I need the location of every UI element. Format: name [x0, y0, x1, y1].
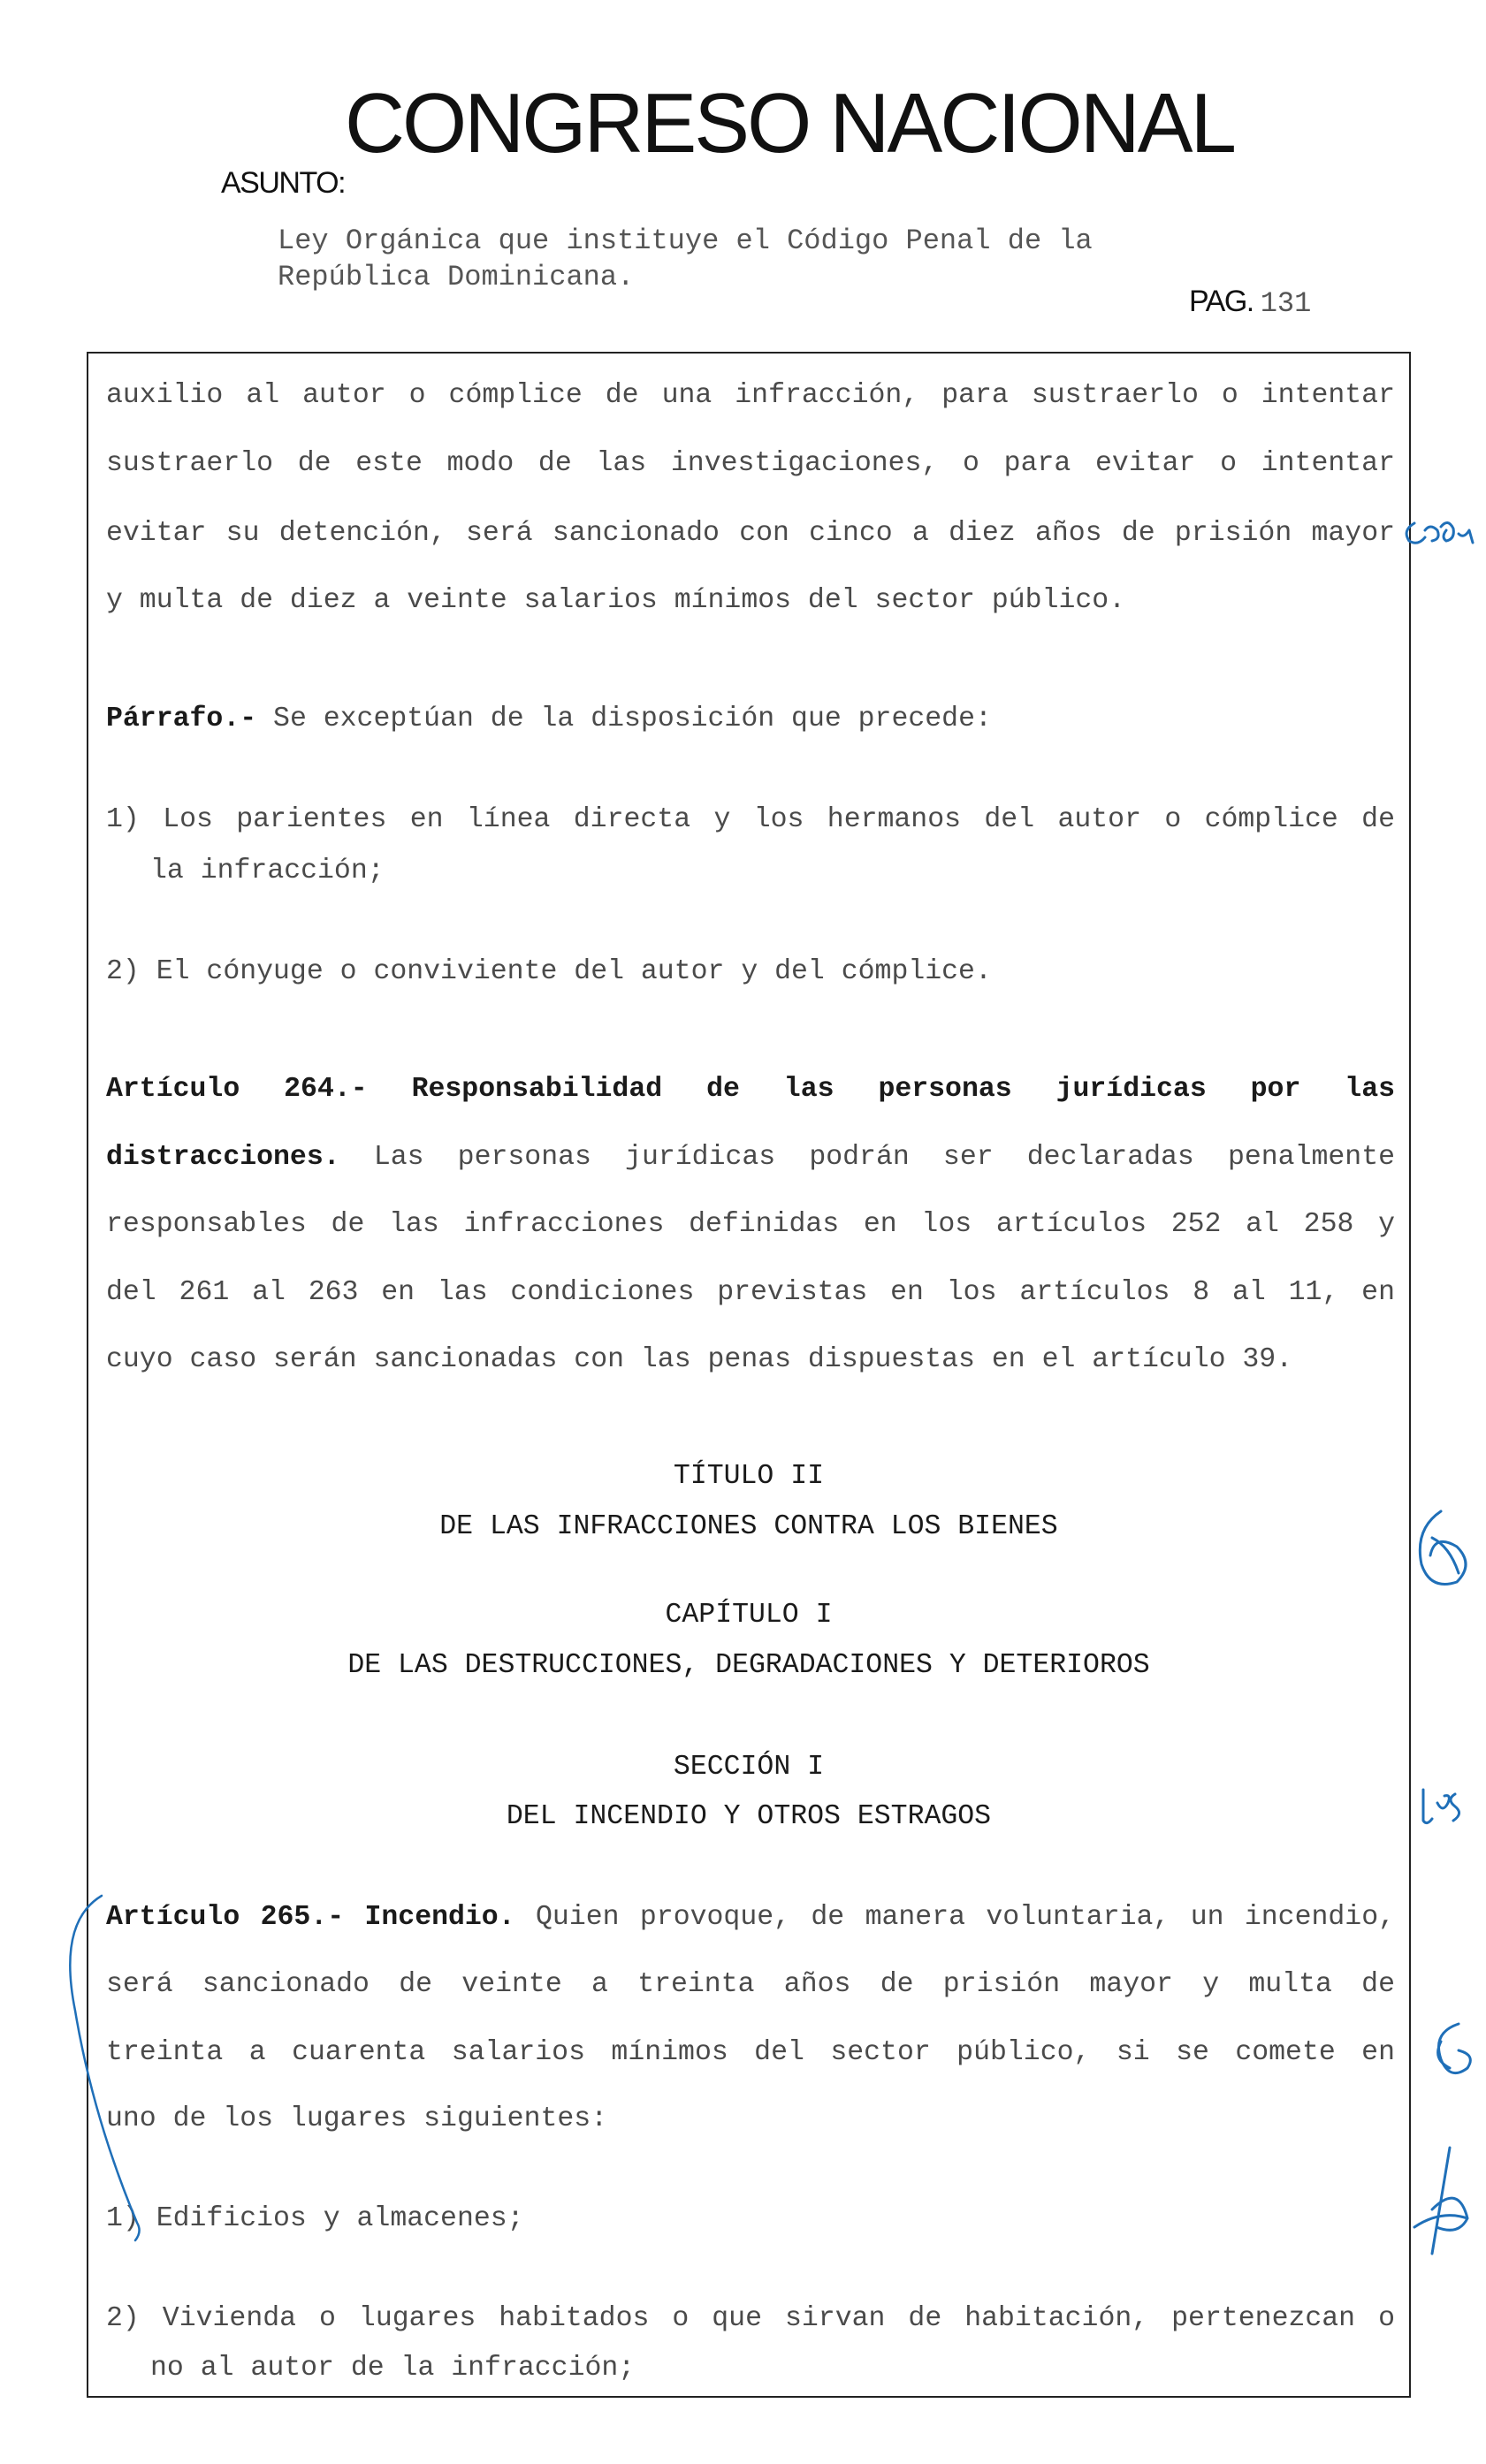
page-number: 131 — [1260, 287, 1312, 320]
paragraph-line: auxilio al autor o cómplice de una infracción, para sustraerlo o intentar — [106, 380, 1395, 411]
list-item: 1) Los parientes en línea directa y los hermanos del autor o cómplice de — [106, 804, 1395, 835]
list-item: 2) Vivienda o lugares habitados o que sirvan de habitación, pertenezcan o — [106, 2303, 1395, 2334]
article-text: Las personas jurídicas podrán ser declaradas penalmente — [373, 1142, 1395, 1173]
article-text: Quien provoque, de manera voluntaria, un incendio, — [536, 1902, 1396, 1933]
subject-line-2: República Dominicana. — [278, 261, 635, 293]
article-line — [106, 1142, 1395, 1174]
titulo-name: DE LAS INFRACCIONES CONTRA LOS BIENES — [439, 1511, 1058, 1542]
seccion-heading: SECCIÓN I — [673, 1752, 825, 1783]
capitulo-name: DE LAS DESTRUCCIONES, DEGRADACIONES Y DETERIOROS — [347, 1650, 1150, 1681]
article-line: será sancionado de veinte a treinta años de prisión mayor y multa de — [106, 1969, 1395, 2000]
list-item: 1) Edificios y almacenes; — [106, 2203, 524, 2234]
signature-mark-2 — [1438, 2024, 1471, 2073]
header-title: CONGRESO NACIONAL — [345, 76, 1234, 171]
parrafo-line — [106, 703, 1395, 735]
page-label: PAG. — [1189, 285, 1254, 318]
article-heading-continuation: distracciones. — [106, 1142, 340, 1173]
article-heading: Artículo 264.- Responsabilidad de las personas jurídicas por las — [106, 1074, 1395, 1105]
signature-mark — [1420, 1511, 1466, 1585]
titulo-heading: TÍTULO II — [673, 1461, 825, 1492]
seccion-name: DEL INCENDIO Y OTROS ESTRAGOS — [506, 1801, 992, 1832]
paragraph-line: evitar su detención, será sancionado con cinco a diez años de prisión mayor — [106, 518, 1395, 549]
signature-mark-3 — [1414, 2148, 1467, 2254]
parrafo-text: Se exceptúan de la disposición que precede: — [273, 703, 992, 734]
parrafo-label: Párrafo.- — [106, 703, 257, 734]
article-line: uno de los lugares siguientes: — [106, 2103, 608, 2134]
paragraph-line: y multa de diez a veinte salarios mínimos del sector público. — [106, 585, 1126, 616]
article-line: treinta a cuarenta salarios mínimos del sector público, si se comete en — [106, 2037, 1395, 2068]
subject-text — [278, 223, 1093, 295]
article-line: cuyo caso serán sancionadas con las penas dispuestas en el artículo 39. — [106, 1344, 1293, 1375]
list-item-continuation: no al autor de la infracción; — [150, 2353, 636, 2384]
subject-line-1: Ley Orgánica que instituye el Código Penal de la — [278, 224, 1093, 257]
article-heading: Artículo 265.- Incendio. — [106, 1902, 515, 1933]
initials-mark-2 — [1423, 1790, 1459, 1823]
article-line: responsables de las infracciones definidas en los artículos 252 al 258 y — [106, 1209, 1395, 1240]
article-line: del 261 al 263 en las condiciones previstas en los artículos 8 al 11, en — [106, 1277, 1395, 1308]
list-item-continuation: la infracción; — [150, 856, 385, 886]
list-item: 2) El cónyuge o conviviente del autor y del cómplice. — [106, 956, 992, 987]
asunto-label: ASUNTO: — [221, 166, 346, 200]
page-number-label — [1189, 285, 1311, 320]
initials-mark — [1406, 522, 1473, 543]
capitulo-heading: CAPÍTULO I — [665, 1600, 833, 1631]
article-line — [106, 1902, 1395, 1934]
paragraph-line: sustraerlo de este modo de las investigaciones, o para evitar o intentar — [106, 448, 1395, 479]
